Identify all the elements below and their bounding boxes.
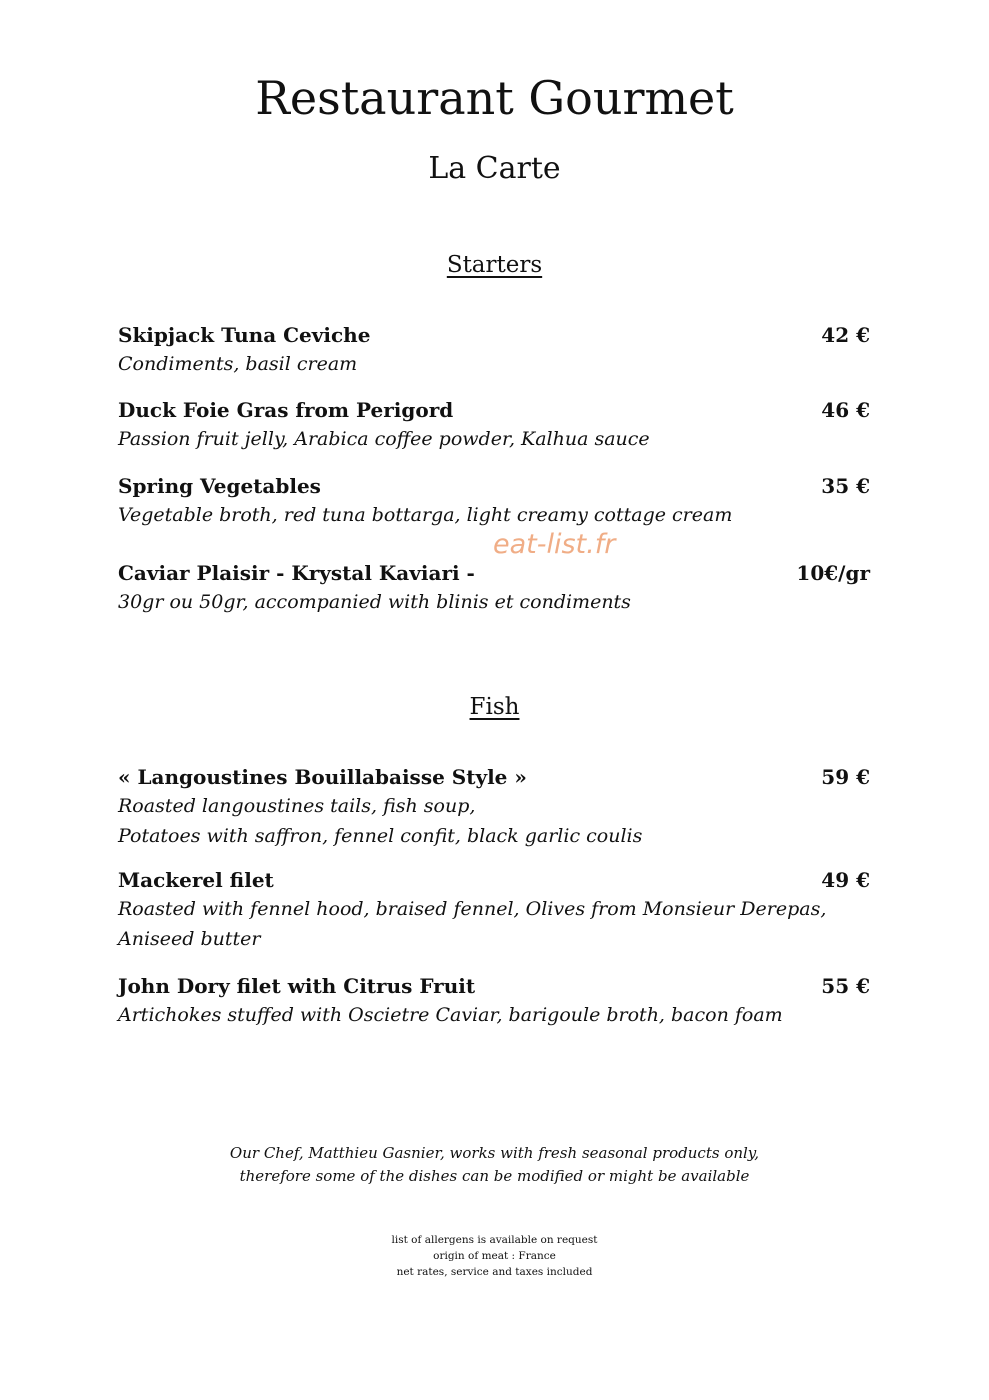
dish-price: 59 € [821, 765, 870, 789]
footer-note-meat-origin: origin of meat : France [433, 1250, 556, 1262]
dish-langoustines-bouillabaisse [118, 763, 870, 851]
dish-name: Duck Foie Gras from Perigord [118, 398, 454, 422]
footer-note-allergens: list of allergens is available on request [391, 1234, 598, 1246]
chef-note-line: therefore some of the dishes can be modified or might be available [239, 1167, 750, 1185]
dish-description: Potatoes with saffron, fennel confit, black garlic coulis [118, 824, 643, 847]
dish-description: Condiments, basil cream [118, 353, 358, 375]
restaurant-title: Restaurant Gourmet [255, 71, 734, 125]
dish-description: Roasted langoustines tails, fish soup, [118, 795, 476, 817]
footer-notes [0, 1232, 989, 1280]
dish-spring-vegetables [118, 472, 870, 531]
dish-price: 35 € [821, 474, 870, 498]
dish-caviar-plaisir [118, 559, 870, 618]
section-heading-fish: Fish [469, 694, 520, 720]
dish-description: Roasted with fennel hood, braised fennel, Olives from Monsieur Derepas, [118, 898, 827, 920]
watermark: eat-list.fr [493, 529, 616, 560]
dish-duck-foie-gras [118, 396, 870, 455]
dish-mackerel-filet [118, 866, 870, 954]
footer-note-rates: net rates, service and taxes included [396, 1266, 593, 1278]
dish-name: Mackerel filet [118, 868, 274, 892]
dish-price: 46 € [821, 398, 870, 422]
dish-john-dory-filet [118, 972, 870, 1031]
dish-price: 10€/gr [796, 561, 870, 585]
chef-note-line: Our Chef, Matthieu Gasnier, works with fresh seasonal products only, [229, 1144, 760, 1162]
dish-description: Passion fruit jelly, Arabica coffee powder, Kalhua sauce [118, 428, 650, 450]
dish-price: 49 € [821, 868, 870, 892]
dish-name: John Dory filet with Citrus Fruit [118, 974, 476, 998]
section-heading-starters: Starters [446, 252, 543, 278]
dish-name: « Langoustines Bouillabaisse Style » [118, 765, 527, 789]
dish-name: Skipjack Tuna Ceviche [118, 323, 371, 347]
dish-name: Caviar Plaisir - Krystal Kaviari - [118, 561, 475, 585]
menu-subtitle: La Carte [428, 151, 561, 186]
dish-description: Vegetable broth, red tuna bottarga, light creamy cottage cream [118, 504, 733, 526]
dish-description: 30gr ou 50gr, accompanied with blinis et condiments [118, 591, 631, 613]
dish-name: Spring Vegetables [118, 474, 321, 498]
chef-note [0, 1142, 989, 1188]
dish-description: Artichokes stuffed with Oscietre Caviar, barigoule broth, bacon foam [118, 1004, 783, 1026]
dish-price: 55 € [821, 974, 870, 998]
dish-price: 42 € [821, 323, 870, 347]
dish-description: Aniseed butter [118, 927, 261, 950]
dish-skipjack-tuna-ceviche [118, 321, 870, 380]
